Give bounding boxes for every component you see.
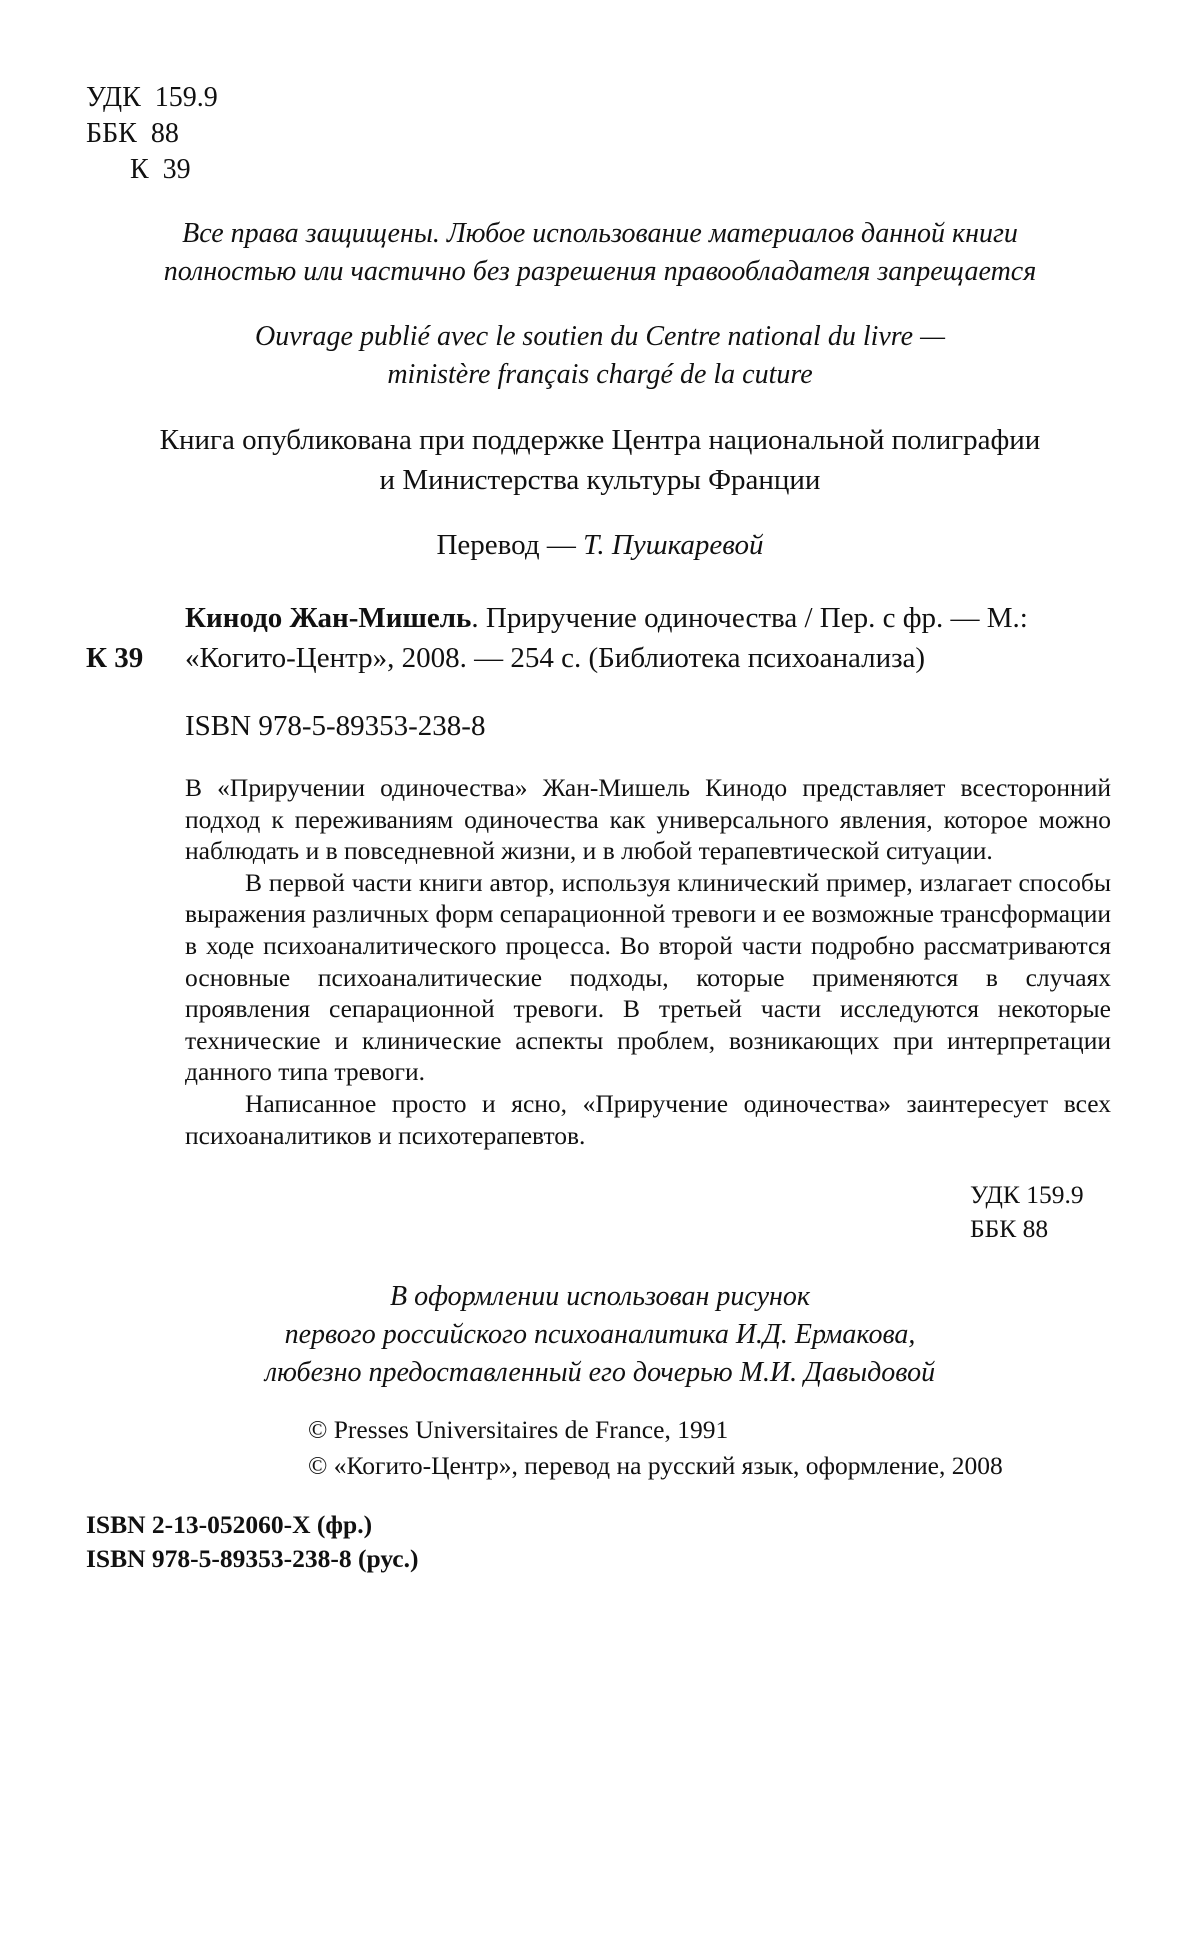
bbk-code: ББК 88 xyxy=(86,118,179,149)
abstract xyxy=(185,772,1111,1151)
catalog-margin-mark: К 39 xyxy=(86,642,144,674)
abstract-bbk: ББК 88 xyxy=(970,1214,1049,1243)
copyright-line: © «Когито-Центр», перевод на русский язык, оформление, 2008 xyxy=(308,1451,1003,1480)
design-note-line: любезно предоставленный его дочерью М.И. Давыдовой xyxy=(264,1357,936,1388)
catalog-line-1 xyxy=(185,598,1115,638)
design-note-line: В оформлении использован рисунок xyxy=(389,1281,811,1312)
catalog-isbn: ISBN 978-5-89353-238-8 xyxy=(185,710,486,742)
copyright-notices xyxy=(308,1412,1003,1484)
abstract-udk: УДК 159.9 xyxy=(970,1180,1084,1209)
translation-label: Перевод — xyxy=(436,529,584,561)
copyright-line: © Presses Universitaires de France, 1991 xyxy=(308,1415,729,1444)
rights-notice xyxy=(90,215,1110,291)
translation-credit xyxy=(90,526,1110,564)
abstract-paragraph: В «Приручении одиночества» Жан-Мишель Кинодо представляет всесторонний подход к переживаниям одиночества как универсального явления, которое можно наблюдать и в повседневной жизни, и в любой терапевтической ситуации. xyxy=(185,773,1111,866)
catalog-title: . Приручение одиночества / Пер. с фр. — М.: xyxy=(471,602,1028,634)
ouvrage-notice xyxy=(90,318,1110,394)
isbn-list xyxy=(86,1508,418,1576)
rights-notice-line: Все права защищены. Любое использование материалов данной книги xyxy=(182,218,1018,249)
isbn-russian: ISBN 978-5-89353-238-8 (рус.) xyxy=(86,1544,419,1573)
design-note xyxy=(90,1278,1110,1392)
rights-notice-line: полностью или частично без разрешения правообладателя запрещается xyxy=(163,256,1037,287)
abstract-paragraph: В первой части книги автор, используя клинический пример, излагает способы выражения различных форм сепарационной тревоги и ее возможные трансформации в ходе психоаналитического процесса. Во второй части подробно рассматриваются основные психоаналитические подходы, которые применяются в случаях проявления сепарационной тревоги. В третьей части исследуются некоторые технические и клинические аспекты проблем, возникающих при интерпретации данного типа тревоги. xyxy=(185,867,1111,1087)
translator-name: Т. Пушкаревой xyxy=(583,529,764,561)
author-mark: К 39 xyxy=(130,154,191,185)
classification-codes xyxy=(86,80,218,188)
catalog-line-2: «Когито-Центр», 2008. — 254 с. (Библиотека психоанализа) xyxy=(185,642,926,674)
support-notice-line: Книга опубликована при поддержке Центра национальной полиграфии xyxy=(159,424,1041,456)
support-notice-line: и Министерства культуры Франции xyxy=(379,464,821,496)
abstract-codes xyxy=(970,1178,1084,1246)
isbn-french: ISBN 2-13-052060-X (фр.) xyxy=(86,1510,373,1539)
ouvrage-notice-line: Ouvrage publié avec le soutien du Centre national du livre — xyxy=(254,321,945,352)
ouvrage-notice-line: ministère français chargé de la cuture xyxy=(387,359,813,390)
udk-code: УДК 159.9 xyxy=(86,82,218,113)
support-notice xyxy=(90,420,1110,500)
catalog-entry xyxy=(185,598,1115,678)
catalog-author: Кинодо Жан-Мишель xyxy=(185,602,472,634)
design-note-line: первого российского психоаналитика И.Д. Ермакова, xyxy=(284,1319,916,1350)
abstract-paragraph: Написанное просто и ясно, «Приручение одиночества» заинтересует всех психоаналитиков и психотерапевтов. xyxy=(185,1088,1111,1150)
